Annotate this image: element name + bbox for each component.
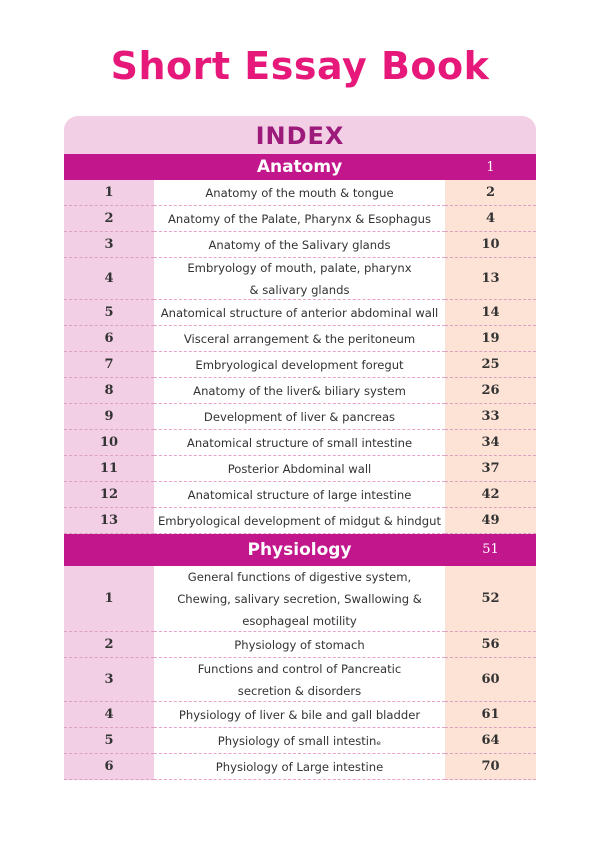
row-topic	[154, 566, 445, 632]
row-page: 10	[445, 232, 536, 258]
topic-line: & salivary glands	[249, 282, 350, 297]
row-topic: Anatomical structure of anterior abdominal wall	[154, 300, 445, 326]
row-topic: Posterior Abdominal wall	[154, 456, 445, 482]
row-topic: Development of liver & pancreas	[154, 404, 445, 430]
table-row	[64, 430, 536, 456]
table-row	[64, 180, 536, 206]
row-number: 3	[64, 658, 154, 702]
row-page: 64	[445, 728, 536, 754]
row-page: 37	[445, 456, 536, 482]
table-row	[64, 378, 536, 404]
row-number: 5	[64, 300, 154, 326]
row-number: 11	[64, 456, 154, 482]
index-heading: INDEX	[255, 122, 345, 150]
table-row	[64, 404, 536, 430]
row-topic	[154, 658, 445, 702]
row-topic: Embryological development foregut	[154, 352, 445, 378]
row-page: 70	[445, 754, 536, 780]
row-number: 6	[64, 326, 154, 352]
table-row	[64, 206, 536, 232]
row-topic: Anatomy of the liver& biliary system	[154, 378, 445, 404]
row-page: 25	[445, 352, 536, 378]
row-page: 13	[445, 258, 536, 300]
row-number: 1	[64, 566, 154, 632]
topic-line: esophageal motility	[242, 613, 357, 628]
topic-line: secretion & disorders	[237, 683, 362, 698]
table-row	[64, 566, 536, 632]
row-number: 8	[64, 378, 154, 404]
row-number: 5	[64, 728, 154, 754]
row-topic: Physiology of small intestinₑ	[154, 728, 445, 754]
row-page: 34	[445, 430, 536, 456]
row-page: 14	[445, 300, 536, 326]
table-row	[64, 456, 536, 482]
row-topic: Embryological development of midgut & hindgut	[154, 508, 445, 534]
row-topic: Anatomical structure of small intestine	[154, 430, 445, 456]
section-page: 51	[482, 542, 499, 557]
table-row	[64, 352, 536, 378]
book-title: Short Essay Book	[110, 44, 490, 88]
index-table	[64, 154, 536, 780]
row-number: 3	[64, 232, 154, 258]
row-page: 42	[445, 482, 536, 508]
table-row	[64, 258, 536, 300]
row-number: 4	[64, 702, 154, 728]
row-topic: Physiology of stomach	[154, 632, 445, 658]
table-row	[64, 632, 536, 658]
row-page: 19	[445, 326, 536, 352]
table-row	[64, 300, 536, 326]
topic-line: Chewing, salivary secretion, Swallowing &	[177, 591, 422, 606]
table-row	[64, 508, 536, 534]
table-row	[64, 658, 536, 702]
row-number: 13	[64, 508, 154, 534]
row-page: 61	[445, 702, 536, 728]
row-page: 4	[445, 206, 536, 232]
topic-line: Functions and control of Pancreatic	[197, 661, 402, 676]
table-row	[64, 232, 536, 258]
row-topic: Physiology of liver & bile and gall bladder	[154, 702, 445, 728]
row-number: 6	[64, 754, 154, 780]
anatomy-rows	[64, 180, 536, 534]
table-row	[64, 702, 536, 728]
row-topic: Anatomy of the Palate, Pharynx & Esophagus	[154, 206, 445, 232]
row-page: 56	[445, 632, 536, 658]
section-title: Anatomy	[256, 157, 343, 177]
table-row	[64, 326, 536, 352]
row-topic	[154, 258, 445, 300]
row-topic: Physiology of Large intestine	[154, 754, 445, 780]
section-header-physiology	[64, 534, 536, 566]
physiology-rows	[64, 566, 536, 780]
row-page: 52	[445, 566, 536, 632]
table-row	[64, 482, 536, 508]
row-topic: Anatomy of the mouth & tongue	[154, 180, 445, 206]
row-topic: Anatomical structure of large intestine	[154, 482, 445, 508]
topic-line: General functions of digestive system,	[187, 569, 412, 584]
row-number: 2	[64, 206, 154, 232]
table-row	[64, 728, 536, 754]
row-page: 60	[445, 658, 536, 702]
section-title: Physiology	[247, 540, 352, 560]
row-number: 2	[64, 632, 154, 658]
row-number: 1	[64, 180, 154, 206]
row-number: 10	[64, 430, 154, 456]
row-page: 33	[445, 404, 536, 430]
section-page: 1	[486, 160, 495, 175]
row-page: 2	[445, 180, 536, 206]
row-topic: Anatomy of the Salivary glands	[154, 232, 445, 258]
row-number: 9	[64, 404, 154, 430]
row-number: 12	[64, 482, 154, 508]
row-number: 4	[64, 258, 154, 300]
topic-line: Embryology of mouth, palate, pharynx	[187, 260, 412, 275]
row-page: 26	[445, 378, 536, 404]
table-row	[64, 754, 536, 780]
row-number: 7	[64, 352, 154, 378]
row-topic: Visceral arrangement & the peritoneum	[154, 326, 445, 352]
row-page: 49	[445, 508, 536, 534]
section-header-anatomy	[64, 154, 536, 180]
